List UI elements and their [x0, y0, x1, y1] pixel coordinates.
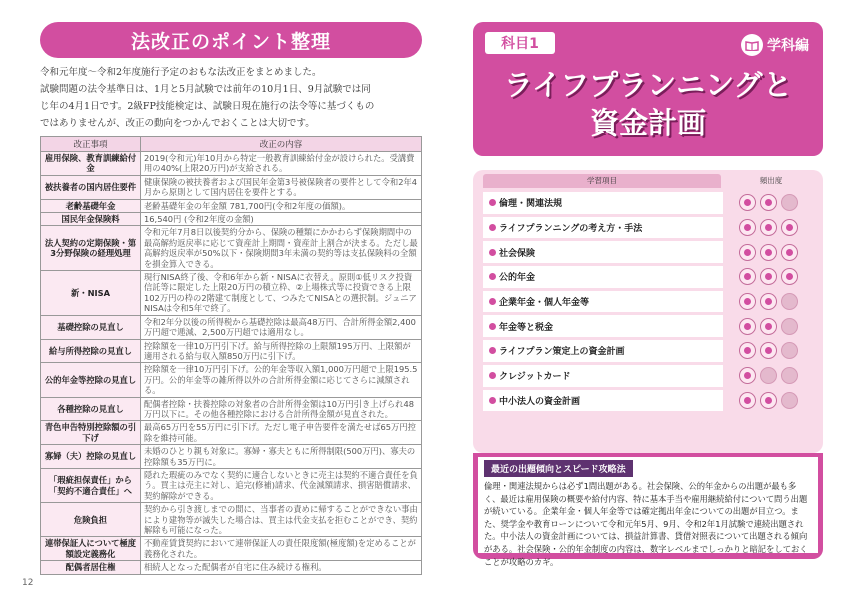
table-row	[41, 213, 422, 226]
frequency-rating	[723, 392, 798, 409]
book-tag	[741, 34, 809, 56]
frequency-item-label: 企業年金・個人年金等	[499, 298, 590, 309]
frequency-rating	[723, 293, 798, 310]
table-cell-content: 控除額を一律10万円引下げ。給与所得控除の上限額195万円、上限額が適用される給与収入額850万円に引下げ。	[141, 339, 422, 363]
intro-line: 令和元年度～令和2年度施行予定のおもな法改正をまとめました。	[40, 67, 322, 78]
left-page	[40, 22, 422, 575]
frequency-item-label: ライフプランニングの考え方・手法	[499, 224, 643, 235]
frequency-row	[483, 390, 813, 412]
table-cell-item: 公的年金等控除の見直し	[41, 363, 141, 397]
lightbulb-on-icon	[739, 293, 756, 310]
bullet-icon	[489, 347, 496, 354]
subject-tag: 科目1	[485, 32, 555, 54]
table-cell-item: 配偶者居住権	[41, 561, 141, 574]
frequency-item	[483, 315, 723, 337]
lightbulb-off-icon	[781, 367, 798, 384]
bullet-icon	[489, 372, 496, 379]
frequency-rating	[723, 268, 798, 285]
frequency-row	[483, 266, 813, 288]
frequency-row	[483, 315, 813, 337]
frequency-item	[483, 291, 723, 313]
trend-inner	[478, 457, 818, 567]
intro-line: 試験問題の法令基準日は、1月と5月試験では前年の10月1日、9月試験では同	[40, 84, 371, 95]
lightbulb-on-icon	[760, 268, 777, 285]
lightbulb-on-icon	[760, 194, 777, 211]
frequency-row	[483, 291, 813, 313]
frequency-row	[483, 241, 813, 263]
lightbulb-on-icon	[739, 194, 756, 211]
lightbulb-off-icon	[781, 342, 798, 359]
table-row	[41, 537, 422, 561]
chapter-title-line: ライフプランニングと	[503, 68, 793, 102]
lightbulb-off-icon	[781, 293, 798, 310]
table-cell-content: 隠れた瑕疵のみでなく契約に適合しないときに売主は契約不適合責任を負う。買主は売主に対し、追完(修補)請求、代金減額請求、損害賠償請求、契約解除ができる。	[141, 468, 422, 502]
law-change-table	[40, 136, 422, 575]
frequency-item	[483, 266, 723, 288]
table-cell-item: 危険負担	[41, 503, 141, 537]
table-cell-content: 令和元年7月8日以後契約分から、保険の種類にかかわらず保険期間中の最高解約返戻率に応じて資産計上期間・資産計上割合が決まる。ただし最高解約返戻率が50%以下・保険期間3年未満の契約等は支払保険料の全額を損金算入できる。	[141, 226, 422, 271]
book-icon	[741, 34, 763, 56]
frequency-item	[483, 217, 723, 239]
frequency-rating	[723, 219, 798, 236]
table-cell-item: 青色申告特別控除額の引下げ	[41, 421, 141, 445]
bullet-icon	[489, 199, 496, 206]
frequency-rating	[723, 367, 798, 384]
table-row	[41, 363, 422, 397]
table-cell-content: 令和2年分以後の所得税から基礎控除は最高48万円、合計所得金額2,400万円超で逓減、2,500万円超では適用なし。	[141, 315, 422, 339]
trend-text: 倫理・関連法規からは必ず1問出題がある。社会保険、公的年金からの出題が最も多く、最近は雇用保険の概要や給付内容、特に基本手当や雇用継続給付について問う出題が続いている。企業年金・個人年金等では確定拠出年金についての出題が目立つ。また、奨学金や教育ローンについて令和元年5月、9月、令和2年1月試験で連続出題された。中小法人の資金計画については、損益計算書、貸借対照表について出題される傾向がある。社会保険・公的年金制度の内容は、数字レベルまでしっかりと暗記をしておくことが攻略のカギ。	[484, 481, 808, 567]
frequency-rating	[723, 194, 798, 211]
table-cell-item: 雇用保険、教育訓練給付金	[41, 152, 141, 176]
frequency-panel	[473, 170, 823, 453]
lightbulb-on-icon	[781, 268, 798, 285]
frequency-item	[483, 390, 723, 412]
table-row	[41, 339, 422, 363]
table-row	[41, 175, 422, 199]
lightbulb-off-icon	[760, 367, 777, 384]
table-row	[41, 468, 422, 502]
frequency-header-level: 頻出度	[759, 176, 783, 185]
table-cell-content: 不動産賃貸契約において連帯保証人の責任限度額(極度額)を定めることが義務化された。	[141, 537, 422, 561]
frequency-item-label: クレジットカード	[499, 372, 571, 383]
table-row	[41, 561, 422, 574]
chapter-title-line: 資金計画	[589, 106, 706, 140]
lightbulb-on-icon	[781, 244, 798, 261]
intro-text	[40, 64, 422, 132]
table-cell-content: 未婚のひとり親も対象に。寡婦・寡夫ともに所得制限(500万円)、寡夫の控除額も35万円に。	[141, 445, 422, 469]
frequency-row	[483, 365, 813, 387]
table-cell-item: 「瑕疵担保責任」から「契約不適合責任」へ	[41, 468, 141, 502]
frequency-item-label: 倫理・関連法規	[499, 199, 563, 210]
frequency-item	[483, 192, 723, 214]
table-cell-item: 法人契約の定期保険・第3分野保険の経理処理	[41, 226, 141, 271]
frequency-row	[483, 340, 813, 362]
table-cell-content: 配偶者控除・扶養控除の対象者の合計所得金額は10万円引き上げられ48万円以下に。その他各種控除における合計所得金額が見直された。	[141, 397, 422, 421]
table-header-content: 改正の内容	[141, 137, 422, 152]
intro-line: じ年の4月1日です。2級FP技能検定は、試験日現在施行の法令等に基づくもの	[40, 101, 375, 112]
lightbulb-on-icon	[760, 244, 777, 261]
section-banner: 法改正のポイント整理	[40, 22, 422, 58]
lightbulb-on-icon	[739, 268, 756, 285]
table-cell-item: 被扶養者の国内居住要件	[41, 175, 141, 199]
table-cell-item: 各種控除の見直し	[41, 397, 141, 421]
table-cell-item: 新・NISA	[41, 271, 141, 316]
table-cell-content: 16,540円 (令和2年度の金額)	[141, 213, 422, 226]
table-cell-content: 控除額を一律10万円引下げ。公的年金等収入額1,000万円超で上限195.5万円。公的年金等の雑所得以外の合計所得金額に応じてさらに減額される。	[141, 363, 422, 397]
frequency-item-label: 社会保険	[499, 248, 536, 259]
lightbulb-on-icon	[739, 219, 756, 236]
frequency-item	[483, 340, 723, 362]
frequency-row	[483, 217, 813, 239]
frequency-rating	[723, 342, 798, 359]
frequency-item-label: 中小法人の資金計画	[499, 396, 581, 407]
frequency-header	[483, 174, 813, 188]
frequency-header-item: 学習項目	[483, 174, 721, 188]
page-number: 12	[22, 578, 34, 588]
frequency-item-label: ライフプラン策定上の資金計画	[499, 347, 625, 358]
lightbulb-on-icon	[760, 293, 777, 310]
intro-line: ではありませんが、改正の動向をつかんでおくことは大切です。	[40, 118, 315, 129]
book-tag-label: 学科編	[767, 38, 809, 54]
frequency-rows	[483, 192, 813, 414]
lightbulb-on-icon	[760, 392, 777, 409]
table-row	[41, 445, 422, 469]
table-row	[41, 199, 422, 212]
trend-heading: 最近の出題傾向とスピード攻略法	[484, 460, 633, 477]
table-cell-item: 老齢基礎年金	[41, 199, 141, 212]
bullet-icon	[489, 323, 496, 330]
lightbulb-off-icon	[781, 194, 798, 211]
table-row	[41, 271, 422, 316]
lightbulb-on-icon	[739, 367, 756, 384]
lightbulb-on-icon	[739, 318, 756, 335]
table-header-item: 改正事項	[41, 137, 141, 152]
frequency-item-label: 公的年金	[499, 273, 536, 284]
frequency-item	[483, 365, 723, 387]
bullet-icon	[489, 397, 496, 404]
table-cell-content: 契約から引き渡しまでの間に、当事者の責めに帰することができない事由により建物等が滅失した場合は、買主は代金支払を拒むことができ、契約解除も可能になった。	[141, 503, 422, 537]
table-cell-content: 最高65万円を55万円に引下げ。ただし電子申告要件を満たせば65万円控除を維持可能。	[141, 421, 422, 445]
lightbulb-on-icon	[760, 342, 777, 359]
table-row	[41, 421, 422, 445]
table-cell-item: 連帯保証人について極度額設定義務化	[41, 537, 141, 561]
table-cell-content: 2019(令和元)年10月から特定一般教育訓練給付金が設けられた。受講費用の40%(上限20万円)が支給される。	[141, 152, 422, 176]
lightbulb-on-icon	[739, 392, 756, 409]
lightbulb-on-icon	[739, 244, 756, 261]
table-cell-content: 老齢基礎年金の年金額 781,700円(令和2年度の価額)。	[141, 199, 422, 212]
lightbulb-on-icon	[781, 219, 798, 236]
table-row	[41, 397, 422, 421]
trend-box	[473, 453, 823, 567]
bullet-icon	[489, 224, 496, 231]
frequency-row	[483, 192, 813, 214]
table-body	[41, 152, 422, 575]
bullet-icon	[489, 249, 496, 256]
table-cell-content: 健康保険の被扶養者および国民年金第3号被保険者の要件として令和2年4月から原則として国内居住を要件とする。	[141, 175, 422, 199]
bullet-icon	[489, 298, 496, 305]
frequency-item-label: 年金等と税金	[499, 322, 554, 333]
lightbulb-off-icon	[781, 318, 798, 335]
table-cell-item: 基礎控除の見直し	[41, 315, 141, 339]
table-cell-content: 現行NISA終了後、令和6年から新・NISAに衣替え。原則①低リスク投資信託等に限定した上限20万円の積立枠、②上場株式等に投資できる上限102万円の枠の2階建て制度として、つみたてNISAとの選択制。ジュニアNISAは令和5年で終了。	[141, 271, 422, 316]
lightbulb-off-icon	[781, 392, 798, 409]
chapter-title	[473, 66, 823, 142]
table-cell-item: 寡婦（夫）控除の見直し	[41, 445, 141, 469]
chapter-title-box	[473, 22, 823, 156]
lightbulb-on-icon	[760, 219, 777, 236]
table-cell-item: 給与所得控除の見直し	[41, 339, 141, 363]
table-cell-item: 国民年金保険料	[41, 213, 141, 226]
frequency-rating	[723, 318, 798, 335]
table-row	[41, 315, 422, 339]
frequency-item	[483, 241, 723, 263]
table-cell-content: 相続人となった配偶者が自宅に住み続ける権利。	[141, 561, 422, 574]
lightbulb-on-icon	[739, 342, 756, 359]
table-row	[41, 152, 422, 176]
table-row	[41, 503, 422, 537]
bullet-icon	[489, 273, 496, 280]
lightbulb-on-icon	[760, 318, 777, 335]
table-row	[41, 226, 422, 271]
frequency-rating	[723, 244, 798, 261]
